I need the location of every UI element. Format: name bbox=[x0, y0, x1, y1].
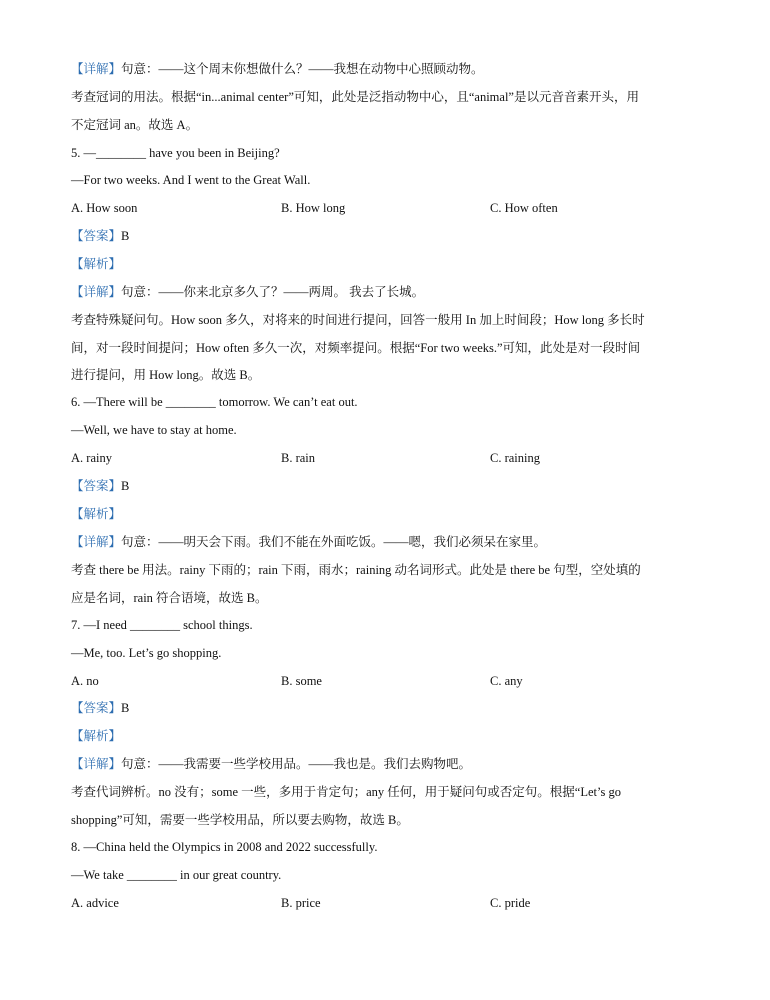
answer-tag: 【答案】 bbox=[71, 479, 122, 493]
detail-text: 句意：——明天会下雨。我们不能在外面吃饭。——嗯，我们必须呆在家里。 bbox=[121, 535, 547, 549]
q6-explanation-1: 考查 there be 用法。rainy 下雨的；rain 下雨，雨水；raining 动名词形式。此处是 there be 句型，空处填的 bbox=[71, 563, 641, 577]
q5-detail bbox=[71, 284, 424, 300]
q5-explanation-1: 考查特殊疑问句。How soon 多久，对将来的时间进行提问，回答一般用 In 加上时间段；How long 多长时 bbox=[71, 313, 645, 327]
q5-option-b: B. How long bbox=[281, 201, 346, 215]
q5-analysis-tag: 【解析】 bbox=[71, 257, 122, 271]
q7-analysis-tag: 【解析】 bbox=[71, 729, 122, 743]
detail-tag: 【详解】 bbox=[71, 285, 122, 299]
answer-value: B bbox=[121, 479, 130, 493]
explanation-line: 考查冠词的用法。根据“in...animal center”可知，此处是泛指动物中心，且“animal”是以元音音素开头，用 bbox=[71, 90, 639, 104]
answer-value: B bbox=[121, 701, 130, 715]
q7-option-c: C. any bbox=[490, 674, 523, 688]
q8-option-a: A. advice bbox=[71, 896, 119, 910]
q6-option-b: B. rain bbox=[281, 451, 316, 465]
q5-option-c: C. How often bbox=[490, 201, 558, 215]
detail-tag: 【详解】 bbox=[71, 757, 122, 771]
q5-explanation-3: 进行提问，用 How long。故选 B。 bbox=[71, 368, 261, 382]
question-8-reply: —We take ________ in our great country. bbox=[71, 868, 282, 882]
detail-text: 句意：——我需要一些学校用品。——我也是。我们去购物吧。 bbox=[121, 757, 472, 771]
q7-explanation-2: shopping”可知，需要一些学校用品，所以要去购物，故选 B。 bbox=[71, 813, 409, 827]
q8-option-c: C. pride bbox=[490, 896, 531, 910]
q6-detail bbox=[71, 534, 546, 550]
question-6-reply: —Well, we have to stay at home. bbox=[71, 423, 237, 437]
question-8: 8. —China held the Olympics in 2008 and 2022 successfully. bbox=[71, 840, 378, 854]
detail-tag: 【详解】 bbox=[71, 535, 122, 549]
q6-option-c: C. raining bbox=[490, 451, 540, 465]
question-5-reply: —For two weeks. And I went to the Great Wall. bbox=[71, 173, 311, 187]
question-7: 7. —I need ________ school things. bbox=[71, 618, 253, 632]
question-7-reply: —Me, too. Let’s go shopping. bbox=[71, 646, 222, 660]
q5-answer bbox=[71, 228, 129, 244]
q7-answer bbox=[71, 700, 129, 716]
q6-option-a: A. rainy bbox=[71, 451, 112, 465]
question-5: 5. —________ have you been in Beijing? bbox=[71, 146, 280, 160]
explanation-line: 不定冠词 an。故选 A。 bbox=[71, 118, 199, 132]
q7-option-b: B. some bbox=[281, 674, 322, 688]
detail-text: 句意：——这个周末你想做什么？——我想在动物中心照顾动物。 bbox=[121, 62, 484, 76]
q5-option-a: A. How soon bbox=[71, 201, 138, 215]
q6-explanation-2: 应是名词，rain 符合语境，故选 B。 bbox=[71, 591, 268, 605]
q7-option-a: A. no bbox=[71, 674, 99, 688]
q5-explanation-2: 间，对一段时间提问；How often 多久一次，对频率提问。根据“For two weeks.”可知，此处是对一段时间 bbox=[71, 341, 641, 355]
detail-text: 句意：——你来北京多久了？——两周。 我去了长城。 bbox=[121, 285, 425, 299]
q6-analysis-tag: 【解析】 bbox=[71, 507, 122, 521]
detail-line-q4 bbox=[71, 61, 484, 77]
answer-tag: 【答案】 bbox=[71, 229, 122, 243]
question-6: 6. —There will be ________ tomorrow. We can’t eat out. bbox=[71, 395, 358, 409]
q6-answer bbox=[71, 478, 129, 494]
q8-option-b: B. price bbox=[281, 896, 321, 910]
answer-value: B bbox=[121, 229, 130, 243]
q7-explanation-1: 考查代词辨析。no 没有；some 一些，多用于肯定句；any 任何，用于疑问句或否定句。根据“Let’s go bbox=[71, 785, 621, 799]
detail-tag: 【详解】 bbox=[71, 62, 122, 76]
answer-tag: 【答案】 bbox=[71, 701, 122, 715]
q7-detail bbox=[71, 756, 471, 772]
